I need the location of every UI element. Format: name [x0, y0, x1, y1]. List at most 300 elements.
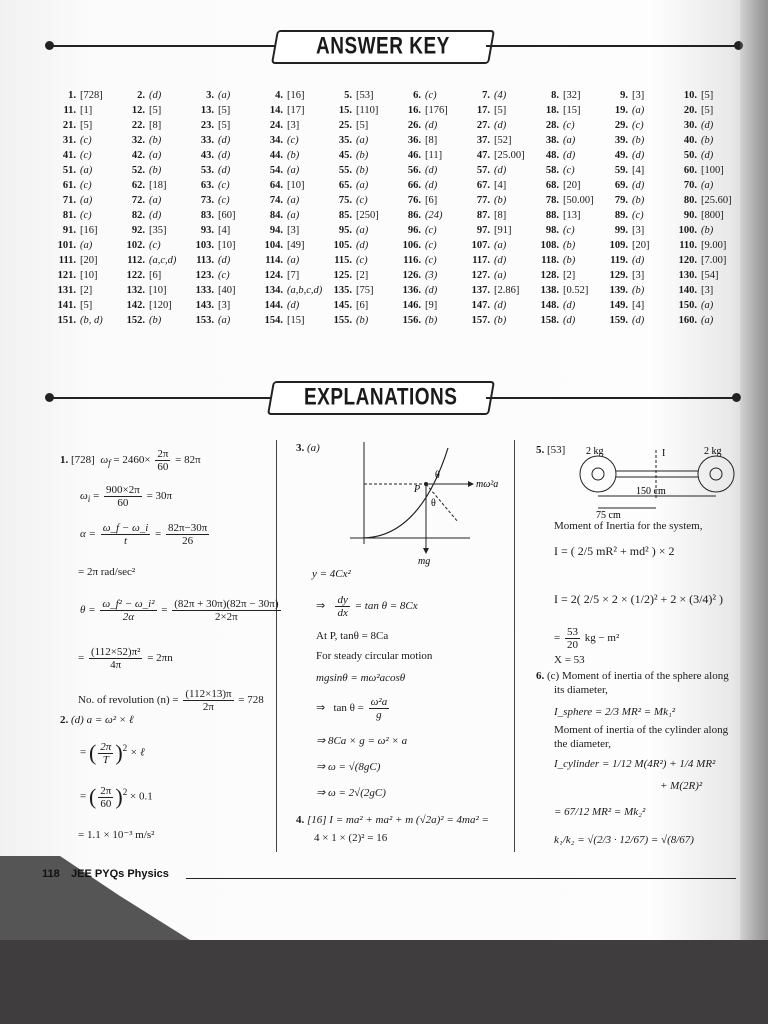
label-75cm: 75 cm: [596, 510, 621, 520]
answer-cell: [117, 283, 186, 298]
question-number: 23.: [200, 120, 214, 131]
question-number: 136.: [402, 285, 421, 296]
banner-rule-right: [486, 397, 734, 399]
arrow-head: [468, 481, 474, 487]
answer-value: (d): [425, 285, 438, 296]
equation-term: = tan θ = 8Cx: [354, 600, 418, 613]
question-number: 2.: [137, 90, 145, 101]
answer-value: (d): [632, 315, 645, 326]
answer-value: (4): [494, 90, 507, 101]
answer-cell: [669, 283, 738, 298]
answer-value: [53]: [356, 90, 374, 101]
numerator: 900×2π: [106, 484, 140, 496]
question-number: 62.: [131, 180, 145, 191]
answer-key-banner: [271, 30, 495, 64]
answer-value: (c): [425, 225, 437, 236]
question-number: 39.: [614, 135, 628, 146]
answer-value: (a): [632, 105, 645, 116]
question-number: 38.: [545, 135, 559, 146]
answer-value: [40]: [218, 285, 236, 296]
revolution-label: No. of revolution (n) =: [78, 694, 179, 707]
question-number: 60.: [683, 165, 697, 176]
question-number: 58.: [545, 165, 559, 176]
fraction: [183, 688, 233, 713]
answer-cell: [669, 88, 738, 103]
answer-cell: [48, 223, 117, 238]
answer-cell: [255, 238, 324, 253]
answer-cell: [48, 103, 117, 118]
question-number: 55.: [338, 165, 352, 176]
moi-cyl-line2: the diameter,: [554, 738, 611, 750]
question-number: 52.: [131, 165, 145, 176]
footer-rule: [186, 878, 736, 879]
paren-open: (: [88, 784, 97, 809]
answer-cell: [255, 208, 324, 223]
answer-cell: [324, 313, 393, 328]
question-number: 50.: [683, 150, 697, 161]
answer-value: [6]: [356, 300, 369, 311]
question-number: 104.: [264, 240, 283, 251]
equals: =: [80, 746, 87, 759]
answer-value: [2]: [356, 270, 369, 281]
q2-line: [60, 714, 134, 726]
question-number: 4.: [275, 90, 283, 101]
equation-term: = 2πn: [147, 652, 173, 665]
answer-value: [0.52]: [563, 285, 589, 296]
answer-value: (b, d): [80, 315, 103, 326]
answer-value: [2]: [80, 285, 93, 296]
question-number: 49.: [614, 150, 628, 161]
answer-cell: [186, 178, 255, 193]
question-number: 143.: [195, 300, 214, 311]
column-divider: [276, 440, 277, 852]
label-axis: I: [662, 448, 666, 459]
answer-cell: [324, 283, 393, 298]
question-number: 6.: [413, 90, 421, 101]
question-number: 8.: [551, 90, 559, 101]
label-p: P: [414, 484, 421, 495]
answer-value: (a): [356, 225, 369, 236]
question-number: 116.: [403, 255, 421, 266]
question-number: 101.: [57, 240, 76, 251]
revolution-line: [78, 688, 264, 713]
answer-cell: [324, 163, 393, 178]
question-number: 105.: [333, 240, 352, 251]
answer-cell: [117, 133, 186, 148]
answer-cell: [117, 253, 186, 268]
answer-value: (c): [632, 120, 644, 131]
answer-row: [48, 298, 738, 313]
answer-value: [4]: [494, 180, 507, 191]
page-number: 118: [42, 868, 60, 880]
answer-value: [3]: [632, 225, 645, 236]
omega-symbol: ω: [80, 490, 88, 503]
answer-value: (d): [701, 150, 714, 161]
answer-row: [48, 118, 738, 133]
answer-value: [18]: [149, 180, 167, 191]
question-number: 34.: [269, 135, 283, 146]
question-number: 155.: [333, 315, 352, 326]
answer-value: (c): [287, 135, 299, 146]
equation-term: × 0.1: [130, 790, 153, 803]
numerator: 2π: [157, 448, 169, 460]
answer-value: [100]: [701, 165, 724, 176]
answer-value: (c): [632, 210, 644, 221]
answer-cell: [600, 133, 669, 148]
answer-cell: [255, 118, 324, 133]
question-number: 36.: [407, 135, 421, 146]
answer-value: (c): [425, 255, 437, 266]
denominator: 2×2π: [214, 611, 238, 623]
answer-value: [7]: [287, 270, 300, 281]
answer-value: [25.00]: [494, 150, 525, 161]
answer-cell: [531, 178, 600, 193]
answer-value: (a,b,c,d): [287, 285, 323, 296]
answer-cell: [324, 193, 393, 208]
answer-value: [25.60]: [701, 195, 732, 206]
answer-cell: [462, 208, 531, 223]
question-number: 98.: [545, 225, 559, 236]
answer-cell: [600, 148, 669, 163]
moi-cyl-line1: Moment of inertia of the cylinder along: [554, 724, 729, 736]
answer-cell: [48, 178, 117, 193]
answer-cell: [462, 103, 531, 118]
answer-value: [15]: [563, 105, 581, 116]
answer-value: (c): [356, 195, 368, 206]
answer-cell: [531, 268, 600, 283]
answer-value: (a): [494, 270, 507, 281]
answer-value: (d): [218, 165, 231, 176]
paren-close: ): [115, 740, 123, 765]
q6-text: (c) Moment of inertia of the sphere along: [547, 670, 729, 682]
answer-value: [16]: [80, 225, 98, 236]
question-number: 97.: [476, 225, 490, 236]
answer-value: (a): [149, 150, 162, 161]
fraction: [369, 696, 390, 721]
answer-row: [48, 133, 738, 148]
q1-line: [60, 448, 201, 473]
equals: =: [161, 604, 168, 617]
question-number: 122.: [126, 270, 145, 281]
answer-cell: [669, 298, 738, 313]
answer-value: (a): [80, 165, 93, 176]
answer-cell: [186, 208, 255, 223]
answer-cell: [393, 148, 462, 163]
q2-number: 2.: [60, 714, 69, 726]
question-number: 88.: [545, 210, 559, 221]
answer-cell: [324, 253, 393, 268]
question-number: 117.: [472, 255, 490, 266]
denominator: 2α: [122, 611, 135, 623]
answer-cell: [186, 148, 255, 163]
equals: =: [80, 790, 87, 803]
question-number: 30.: [683, 120, 697, 131]
answer-value: (c): [563, 165, 575, 176]
question-number: 123.: [195, 270, 214, 281]
book-title: JEE PYQs Physics: [71, 868, 169, 880]
i-cylinder-3: = 67/12 MR² = Mk₂²: [554, 806, 646, 818]
question-number: 140.: [678, 285, 697, 296]
answer-cell: [255, 223, 324, 238]
answer-row: [48, 163, 738, 178]
answer-row: [48, 268, 738, 283]
equals: =: [78, 652, 85, 665]
implies-arrow: ⇒: [316, 600, 326, 613]
fraction: [155, 448, 170, 473]
answer-cell: [600, 163, 669, 178]
omega-subscript: i: [87, 494, 91, 505]
scanner-background: [0, 940, 768, 1024]
answer-value: (d): [494, 165, 507, 176]
answer-row: [48, 223, 738, 238]
question-number: 24.: [269, 120, 283, 131]
answer-value: [2]: [563, 270, 576, 281]
denominator: g: [376, 709, 382, 721]
question-number: 65.: [338, 180, 352, 191]
page-edge-shadow: [740, 0, 768, 940]
parabola-figure: [330, 440, 510, 568]
question-number: 64.: [269, 180, 283, 191]
fraction: [101, 522, 151, 547]
answer-value: [16]: [287, 90, 305, 101]
question-number: 57.: [476, 165, 490, 176]
answer-cell: [48, 133, 117, 148]
answer-value: [52]: [494, 135, 512, 146]
answer-cell: [255, 178, 324, 193]
question-number: 145.: [333, 300, 352, 311]
answer-cell: [255, 283, 324, 298]
answer-value: (b): [287, 150, 300, 161]
question-number: 121.: [57, 270, 76, 281]
answer-cell: [324, 298, 393, 313]
answer-value: (b): [494, 315, 507, 326]
question-number: 148.: [540, 300, 559, 311]
answer-cell: [186, 268, 255, 283]
question-number: 9.: [620, 90, 628, 101]
answer-value: (d): [494, 120, 507, 131]
question-number: 61.: [62, 180, 76, 191]
question-number: 66.: [407, 180, 421, 191]
eq-derivative: [316, 594, 418, 619]
question-number: 32.: [131, 135, 145, 146]
answer-cell: [600, 253, 669, 268]
answer-cell: [48, 268, 117, 283]
equation-term: = 82π: [175, 454, 201, 467]
question-number: 7.: [482, 90, 490, 101]
answer-value: [4]: [632, 300, 645, 311]
answer-value: [10]: [149, 285, 167, 296]
numerator: ω_f − ω_i: [102, 522, 149, 534]
question-number: 135.: [333, 285, 352, 296]
question-number: 14.: [269, 105, 283, 116]
answer-value: (c): [80, 135, 92, 146]
answer-cell: [324, 268, 393, 283]
answer-cell: [393, 313, 462, 328]
answer-cell: [117, 88, 186, 103]
denominator: 2π: [202, 701, 214, 713]
banner-rule-right: [486, 45, 736, 47]
answer-cell: [600, 118, 669, 133]
answer-value: (c): [80, 180, 92, 191]
answer-value: (b): [356, 150, 369, 161]
answer-value: (d): [563, 150, 576, 161]
question-number: 102.: [126, 240, 145, 251]
answer-value: [5]: [218, 105, 231, 116]
answer-cell: [669, 208, 738, 223]
answer-cell: [393, 118, 462, 133]
question-number: 131.: [57, 285, 76, 296]
answer-value: (d): [494, 300, 507, 311]
q4-number: 4.: [296, 814, 305, 826]
question-number: 160.: [678, 315, 697, 326]
implies-arrow: ⇒: [316, 702, 326, 715]
answer-cell: [669, 253, 738, 268]
answer-value: (d): [632, 255, 645, 266]
answer-cell: [669, 103, 738, 118]
answer-key-grid: [48, 88, 738, 328]
moi-eq3: [554, 626, 619, 651]
answer-cell: [669, 163, 738, 178]
answer-value: [8]: [494, 210, 507, 221]
question-number: 37.: [476, 135, 490, 146]
answer-cell: [324, 133, 393, 148]
question-number: 5.: [344, 90, 352, 101]
question-number: 94.: [269, 225, 283, 236]
q5-number: 5.: [536, 444, 545, 456]
answer-row: [48, 103, 738, 118]
answer-cell: [600, 223, 669, 238]
answer-value: (a): [287, 210, 300, 221]
answer-key-title: ANSWER KEY: [316, 33, 450, 60]
question-number: 124.: [264, 270, 283, 281]
eq-balance: mgsinθ = mω²acosθ: [316, 672, 406, 684]
answer-cell: [255, 298, 324, 313]
numerator: (82π + 30π)(82π − 30π): [174, 598, 279, 610]
answer-cell: [324, 88, 393, 103]
answer-cell: [669, 148, 738, 163]
answer-value: [6]: [425, 195, 438, 206]
question-number: 15.: [338, 105, 352, 116]
answer-value: [10]: [218, 240, 236, 251]
question-number: 17.: [476, 105, 490, 116]
question-number: 12.: [131, 105, 145, 116]
question-number: 129.: [609, 270, 628, 281]
q5-heading: [536, 444, 565, 456]
question-number: 68.: [545, 180, 559, 191]
question-number: 16.: [407, 105, 421, 116]
equation-term: kg − m²: [584, 632, 620, 645]
q3-heading: [296, 442, 320, 454]
question-number: 87.: [476, 210, 490, 221]
answer-value: (a): [218, 90, 231, 101]
answer-cell: [531, 133, 600, 148]
answer-value: [3]: [632, 90, 645, 101]
answer-cell: [393, 88, 462, 103]
question-number: 19.: [614, 105, 628, 116]
answer-cell: [186, 88, 255, 103]
answer-value: [5]: [701, 90, 714, 101]
answer-cell: [393, 253, 462, 268]
alpha-result: = 2π rad/sec²: [78, 566, 136, 578]
answer-value: (a): [494, 240, 507, 251]
answer-value: [60]: [218, 210, 236, 221]
answer-cell: [186, 133, 255, 148]
answer-value: (c): [563, 225, 575, 236]
question-number: 86.: [407, 210, 421, 221]
answer-value: (d): [287, 300, 300, 311]
k-ratio: k₁/k₂ = √(2/3 · 12/67) = √(8/67): [554, 834, 694, 846]
eq-8ca: ⇒ 8Ca × g = ω² × a: [316, 735, 408, 747]
answer-value: (a): [80, 240, 93, 251]
answer-value: [3]: [701, 285, 714, 296]
question-number: 69.: [614, 180, 628, 191]
answer-cell: [186, 238, 255, 253]
answer-cell: [669, 268, 738, 283]
answer-cell: [462, 253, 531, 268]
answer-value: [120]: [149, 300, 172, 311]
answer-value: (d): [425, 120, 438, 131]
answer-cell: [48, 313, 117, 328]
answer-value: (b): [701, 225, 714, 236]
answer-cell: [462, 163, 531, 178]
question-number: 84.: [269, 210, 283, 221]
answer-cell: [255, 148, 324, 163]
answer-cell: [186, 253, 255, 268]
question-number: 153.: [195, 315, 214, 326]
question-number: 25.: [338, 120, 352, 131]
answer-value: (d): [632, 150, 645, 161]
question-number: 20.: [683, 105, 697, 116]
q6-line2: its diameter,: [554, 684, 608, 696]
answer-cell: [393, 268, 462, 283]
answer-value: (a): [356, 135, 369, 146]
q1-answer: [728]: [71, 454, 95, 467]
answer-cell: [255, 313, 324, 328]
answer-cell: [462, 118, 531, 133]
denominator: 60: [100, 797, 112, 810]
answer-value: (b): [632, 285, 645, 296]
answer-cell: [669, 178, 738, 193]
question-number: 40.: [683, 135, 697, 146]
question-number: 150.: [678, 300, 697, 311]
answer-value: (d): [218, 150, 231, 161]
answer-value: [17]: [287, 105, 305, 116]
answer-cell: [393, 223, 462, 238]
arrow-head: [423, 548, 429, 554]
answer-cell: [600, 238, 669, 253]
denominator: t: [123, 535, 128, 547]
answer-value: [15]: [287, 315, 305, 326]
answer-value: (b): [149, 165, 162, 176]
answer-value: [49]: [287, 240, 305, 251]
denominator: dx: [337, 607, 348, 619]
answer-value: (b): [494, 195, 507, 206]
question-number: 128.: [540, 270, 559, 281]
answer-cell: [48, 283, 117, 298]
answer-cell: [669, 193, 738, 208]
answer-value: (b): [149, 135, 162, 146]
answer-cell: [117, 103, 186, 118]
answer-cell: [324, 238, 393, 253]
answer-value: [3]: [287, 225, 300, 236]
answer-value: [2.86]: [494, 285, 520, 296]
paren-close: ): [115, 784, 123, 809]
answer-cell: [324, 178, 393, 193]
q3-answer: (a): [307, 442, 320, 454]
answer-value: (a): [701, 300, 714, 311]
answer-value: (a): [287, 255, 300, 266]
fraction: [172, 598, 280, 623]
